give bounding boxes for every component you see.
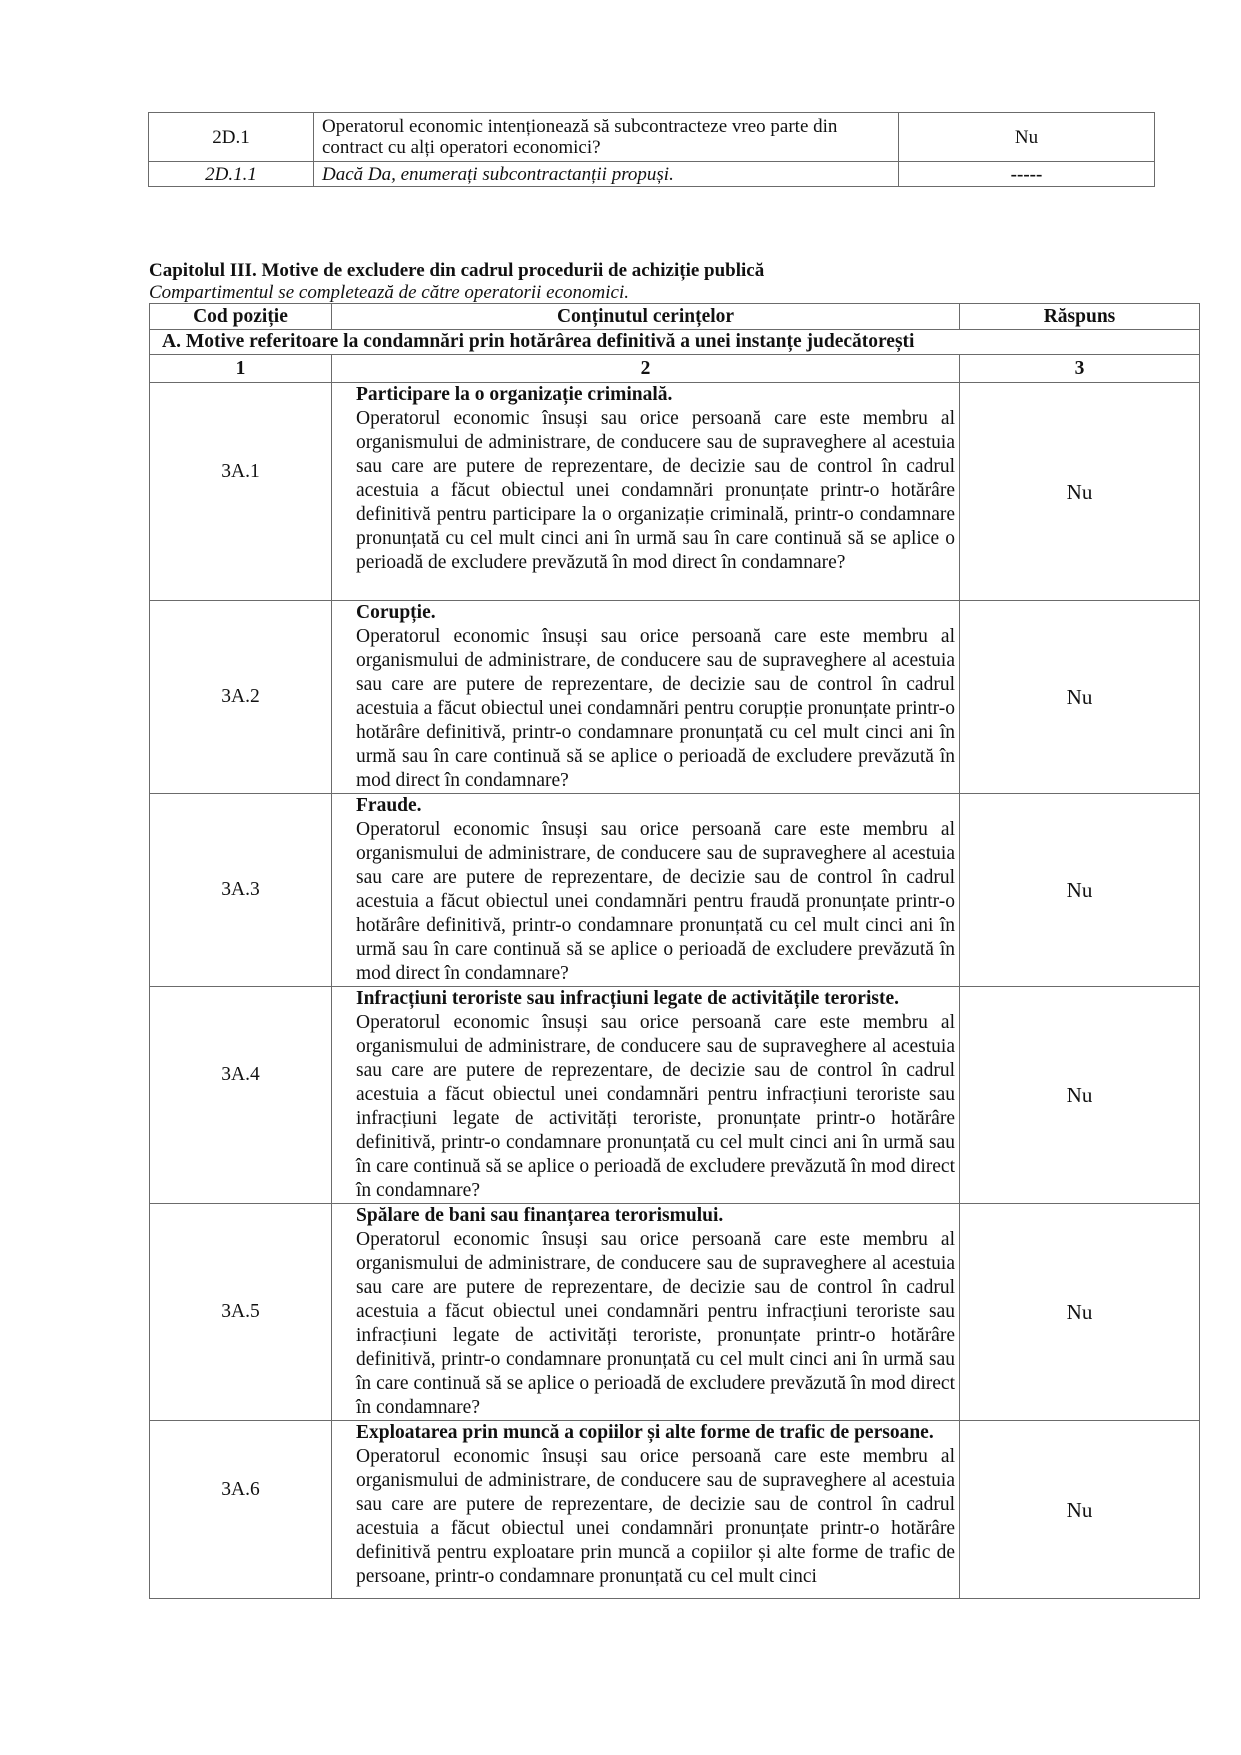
row-title: Corupție. (356, 602, 436, 623)
row-content: Dacă Da, enumerați subcontractanții propuși. (314, 162, 899, 187)
row-answer: ----- (899, 162, 1155, 187)
row-code (150, 987, 332, 1204)
row-code: 3A.5 (150, 1204, 332, 1421)
column-number-2: 2 (332, 355, 960, 383)
table-row (150, 1204, 1200, 1421)
exclusion-grounds-table (149, 303, 1200, 1599)
section-row (150, 330, 1200, 355)
row-code (150, 1421, 332, 1599)
row-answer: Nu (960, 1421, 1200, 1599)
row-body: Operatorul economic însuși sau orice persoană care este membru al organismului de administrare, de conducere sau de supraveghere al acestuia sau care are putere de reprezentare, de decizie sau de control în cadrul acestuia a făcut obiectul unei condamnări pentru fraudă pronunțate printr-o hotărâre definitivă, printr-o condamnare pronunțată cu cel mult cinci ani în urmă sau în care continuă să se aplice o perioadă de excludere prevăzută în mod direct în condamnare? (356, 819, 955, 984)
row-code-text: 3A.1 (221, 460, 260, 482)
table-row (149, 162, 1155, 187)
row-answer: Nu (960, 987, 1200, 1204)
row-code: 3A.3 (150, 794, 332, 987)
row-title: Exploatarea prin muncă a copiilor și alte forme de trafic de persoane. (356, 1422, 934, 1443)
column-number-row (150, 355, 1200, 383)
row-body: Operatorul economic însuși sau orice persoană care este membru al organismului de administrare, de conducere sau de supraveghere al acestuia sau care are putere de reprezentare, de decizie sau de control în cadrul acestuia a făcut obiectul unei condamnări pronunțate printr-o hotărâre definitivă pentru participare la o organizație criminală, printr-o condamnare pronunțată cu cel mult cinci ani în urmă sau în care continuă să se aplice o perioadă de excludere prevăzută în mod direct în condamnare? (356, 408, 955, 573)
table-row (149, 113, 1155, 162)
column-number-3: 3 (960, 355, 1200, 383)
row-code: 2D.1.1 (149, 162, 314, 187)
row-answer: Nu (960, 601, 1200, 794)
table-row (150, 383, 1200, 601)
table-row (150, 601, 1200, 794)
row-body: Operatorul economic însuși sau orice persoană care este membru al organismului de administrare, de conducere sau de supraveghere al acestuia sau care are putere de reprezentare, de decizie sau de control în cadrul acestuia a făcut obiectul unei condamnări pronunțate printr-o hotărâre definitivă pentru exploatare prin muncă a copiilor și alte forme de trafic de persoane, printr-o condamnare pronunțată cu cel mult cinci (356, 1446, 955, 1587)
row-answer: Nu (960, 1204, 1200, 1421)
row-content-clip (356, 1421, 955, 1598)
row-code: 3A.2 (150, 601, 332, 794)
row-content: Operatorul economic intenționează să subcontracteze vreo parte din contract cu alți operatori economici? (314, 113, 899, 162)
row-title: Spălare de bani sau finanțarea terorismului. (356, 1205, 724, 1226)
table-header-row (150, 304, 1200, 330)
column-number-1: 1 (150, 355, 332, 383)
row-body: Operatorul economic însuși sau orice persoană care este membru al organismului de administrare, de conducere sau de supraveghere al acestuia sau care are putere de reprezentare, de decizie sau de control în cadrul acestuia a făcut obiectul unei condamnări pentru corupție pronunțate printr-o hotărâre definitivă, printr-o condamnare pronunțată cu cel mult cinci ani în urmă sau în care continuă să se aplice o perioadă de excludere prevăzută în mod direct în condamnare? (356, 626, 955, 791)
row-body: Operatorul economic însuși sau orice persoană care este membru al organismului de administrare, de conducere sau de supraveghere al acestuia sau care are putere de reprezentare, de decizie sau de control în cadrul acestuia a făcut obiectul unei condamnări pentru infracțiuni teroriste sau infracțiuni legate de activități teroriste, pronunțate printr-o hotărâre definitivă, printr-o condamnare pronunțată cu cel mult cinci ani în urmă sau în care continuă să se aplice o perioadă de excludere prevăzută în mod direct în condamnare? (356, 1012, 955, 1201)
table-row (150, 794, 1200, 987)
row-content (332, 987, 960, 1204)
row-answer: Nu (960, 794, 1200, 987)
row-answer: Nu (960, 383, 1200, 601)
row-body: Operatorul economic însuși sau orice persoană care este membru al organismului de administrare, de conducere sau de supraveghere al acestuia sau care are putere de reprezentare, de decizie sau de control în cadrul acestuia a făcut obiectul unei condamnări pentru infracțiuni teroriste sau infracțiuni legate de activități teroriste, pronunțate printr-o hotărâre definitivă, printr-o condamnare pronunțată cu cel mult cinci ani în urmă sau în care continuă să se aplice o perioadă de excludere prevăzută în mod direct în condamnare? (356, 1229, 955, 1418)
row-code: 2D.1 (149, 113, 314, 162)
header-code: Cod poziție (150, 304, 332, 330)
section-a-title: A. Motive referitoare la condamnări prin hotărârea definitivă a unei instanțe judecătorești (150, 330, 1200, 355)
table-row (150, 987, 1200, 1204)
row-content (332, 383, 960, 601)
subcontracting-table (148, 112, 1155, 187)
row-content (332, 794, 960, 987)
row-code-text: 3A.4 (221, 1064, 260, 1085)
row-code (150, 383, 332, 601)
chapter-subtitle: Compartimentul se completează de către operatorii economici. (149, 282, 630, 303)
row-title: Fraude. (356, 795, 422, 816)
table-row (150, 1421, 1200, 1599)
row-content (332, 1421, 960, 1599)
row-title: Infracțiuni teroriste sau infracțiuni legate de activitățile teroriste. (356, 988, 899, 1009)
row-code-text: 3A.6 (221, 1478, 260, 1500)
row-content (332, 1204, 960, 1421)
header-answer: Răspuns (960, 304, 1200, 330)
row-answer: Nu (899, 113, 1155, 162)
chapter-title: Capitolul III. Motive de excludere din cadrul procedurii de achiziție publică (149, 260, 765, 281)
row-title: Participare la o organizație criminală. (356, 384, 673, 405)
header-content: Conținutul cerințelor (332, 304, 960, 330)
row-content (332, 601, 960, 794)
